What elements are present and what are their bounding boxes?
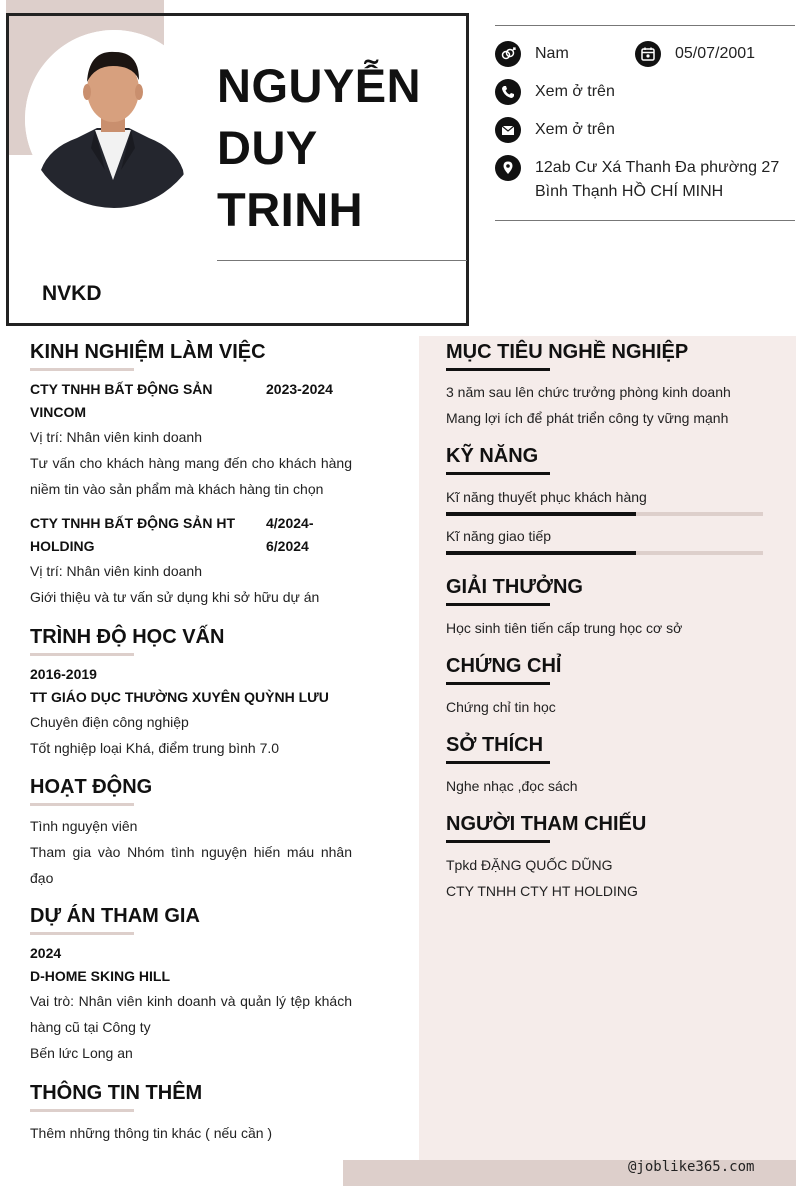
experience-item [30, 378, 352, 502]
objective-section [446, 339, 766, 371]
activities-section [30, 774, 352, 806]
company-line: HOLDING [30, 538, 95, 554]
company-name [30, 378, 260, 424]
activity-role: Tình nguyện viên [30, 818, 138, 834]
email-value: Xem ở trên [535, 121, 615, 138]
gender-value: Nam [535, 45, 569, 62]
position-text: Vị trí: Nhân viên kinh doanh [30, 563, 202, 579]
work-period [266, 512, 352, 558]
objective-line: Mang lợi ích để phát triển công ty vững mạnh [446, 410, 729, 426]
section-underline [446, 603, 550, 606]
work-period: 2023-2024 [266, 381, 333, 397]
name-divider [217, 260, 467, 261]
education-section [30, 624, 352, 656]
skill-level-fill [446, 551, 636, 555]
reference-line: CTY TNHH CTY HT HOLDING [446, 883, 638, 899]
brand-watermark: @joblike365.com [628, 1159, 755, 1175]
contact-bottom-divider [495, 220, 795, 221]
candidate-name [217, 55, 462, 241]
position-text: Vị trí: Nhân viên kinh doanh [30, 429, 202, 445]
description-text: Giới thiệu và tư vấn sử dụng khi sở hữu dự án [30, 589, 320, 605]
result-text: Tốt nghiệp loại Khá, điểm trung bình 7.0 [30, 740, 280, 756]
certificates-section [446, 653, 766, 685]
awards-section [446, 574, 766, 606]
school-name: TT GIÁO DỤC THƯỜNG XUYÊN QUỲNH LƯU [30, 689, 329, 705]
education-period: 2016-2019 [30, 666, 97, 682]
activity-description: Tham gia vào Nhóm tình nguyện hiến máu nhân đạo [30, 844, 352, 886]
skill-level-bar [446, 512, 763, 516]
reference-item [446, 852, 766, 904]
skill-level-fill [446, 512, 636, 516]
project-name: D-HOME SKING HILL [30, 968, 170, 984]
additional-section [30, 1080, 352, 1112]
skills-section [446, 443, 766, 475]
section-title: MỤC TIÊU NGHỀ NGHIỆP [446, 341, 689, 363]
additional-text: Thêm những thông tin khác ( nếu cần ) [30, 1125, 273, 1141]
section-title: NGƯỜI THAM CHIẾU [446, 813, 647, 835]
award-item [446, 615, 766, 641]
section-title: DỰ ÁN THAM GIA [30, 905, 200, 927]
hobby-text: Nghe nhạc ,đọc sách [446, 778, 578, 794]
company-line: CTY TNHH BẤT ĐỘNG SẢN [30, 381, 213, 397]
activity-item [30, 813, 352, 891]
section-underline [30, 1109, 134, 1112]
objective-item [446, 379, 766, 431]
certificate-item [446, 694, 766, 720]
section-underline [30, 803, 134, 806]
address-value [535, 156, 779, 204]
section-title: KINH NGHIỆM LÀM VIỆC [30, 341, 266, 363]
section-title: KỸ NĂNG [446, 445, 539, 467]
section-underline [446, 472, 550, 475]
section-underline [30, 653, 134, 656]
phone-value: Xem ở trên [535, 83, 615, 100]
company-line: CTY TNHH BẤT ĐỘNG SẢN HT [30, 515, 236, 531]
company-line: VINCOM [30, 404, 86, 420]
section-title: GIẢI THƯỞNG [446, 576, 583, 598]
skill-name: Kĩ năng giao tiếp [446, 528, 552, 544]
section-title: CHỨNG CHỈ [446, 655, 562, 677]
section-title: HOẠT ĐỘNG [30, 776, 153, 798]
section-title: THÔNG TIN THÊM [30, 1082, 203, 1104]
project-item [30, 942, 352, 1066]
section-underline [30, 932, 134, 935]
description-text: Tư vấn cho khách hàng mang đến cho khách hàng niềm tin vào sản phẩm mà khách hàng tin chọn [30, 455, 352, 497]
references-section [446, 811, 766, 843]
major-text: Chuyên điện công nghiệp [30, 714, 189, 730]
education-item [30, 663, 352, 761]
company-name [30, 512, 260, 558]
award-text: Học sinh tiên tiến cấp trung học cơ sở [446, 620, 683, 636]
objective-line: 3 năm sau lên chức trưởng phòng kinh doanh [446, 384, 731, 400]
projects-section [30, 903, 352, 935]
name-line: TRINH [217, 183, 364, 236]
project-description: Vai trò: Nhân viên kinh doanh và quản lý tệp khách hàng cũ tại Công ty [30, 993, 352, 1035]
address-line: 12ab Cư Xá Thanh Đa phường 27 [535, 159, 780, 176]
location-pin-icon [495, 155, 521, 181]
phone-icon [495, 79, 521, 105]
reference-line: Tpkd ĐẶNG QUỐC DŨNG [446, 857, 613, 873]
project-year: 2024 [30, 945, 62, 961]
calendar-icon [635, 41, 661, 67]
section-underline [446, 761, 550, 764]
job-title: NVKD [42, 282, 102, 305]
experience-item [30, 512, 352, 610]
gender-icon [495, 41, 521, 67]
skill-name: Kĩ năng thuyết phục khách hàng [446, 489, 647, 505]
section-title: TRÌNH ĐỘ HỌC VẤN [30, 626, 225, 648]
period-line: 4/2024- [266, 515, 314, 531]
skill-item [446, 523, 766, 555]
section-underline [446, 682, 550, 685]
experience-section [30, 339, 352, 371]
skill-item [446, 484, 766, 516]
section-title: SỞ THÍCH [446, 734, 544, 756]
skill-level-bar [446, 551, 763, 555]
section-underline [446, 368, 550, 371]
birthdate-value: 05/07/2001 [675, 45, 756, 62]
address-line: Bình Thạnh HỒ CHÍ MINH [535, 183, 724, 200]
name-line: DUY [217, 121, 318, 174]
contact-top-divider [495, 25, 795, 26]
hobbies-section [446, 732, 766, 764]
hobby-item [446, 773, 766, 799]
email-icon [495, 117, 521, 143]
certificate-text: Chứng chỉ tin học [446, 699, 556, 715]
section-underline [30, 368, 134, 371]
project-location: Bến lức Long an [30, 1045, 133, 1061]
section-underline [446, 840, 550, 843]
additional-item [30, 1120, 352, 1146]
name-line: NGUYỄN [217, 59, 422, 112]
period-line: 6/2024 [266, 538, 309, 554]
